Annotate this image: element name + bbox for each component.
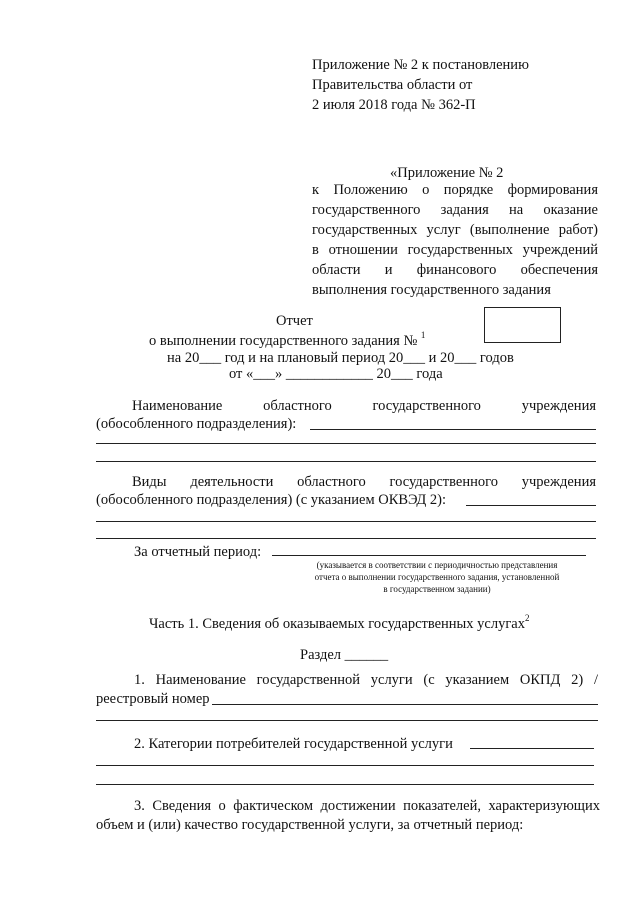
header-line-1: Приложение № 2 к постановлению bbox=[312, 57, 529, 73]
appendix-title: «Приложение № 2 bbox=[390, 165, 504, 181]
activities-label-2: (обособленного подразделения) (с указанием ОКВЭД 2): bbox=[96, 492, 447, 508]
item2-line[interactable] bbox=[96, 784, 594, 785]
header-line-3: 2 июля 2018 года № 362-П bbox=[312, 97, 476, 113]
appendix-line: области и финансового обеспечения bbox=[312, 262, 598, 278]
item2-line[interactable] bbox=[96, 765, 594, 766]
appendix-text bbox=[312, 180, 598, 300]
institution-label-2: (обособленного подразделения): bbox=[96, 416, 297, 432]
period-field[interactable] bbox=[272, 555, 586, 556]
period-label: За отчетный период: bbox=[134, 544, 262, 560]
appendix-line: выполнения государственного задания bbox=[312, 282, 551, 298]
appendix-line: в отношении государственных учреждений bbox=[312, 242, 598, 258]
footnote-ref-1: 1 bbox=[420, 330, 426, 341]
activities-label: Виды деятельности областного государственного учреждения bbox=[132, 474, 596, 490]
institution-label: Наименование областного государственного учреждения bbox=[132, 398, 596, 414]
activities-field[interactable] bbox=[466, 505, 596, 506]
header-line-2: Правительства области от bbox=[312, 77, 473, 93]
footnote-ref-2: 2 bbox=[524, 613, 530, 624]
item2-field[interactable] bbox=[470, 748, 594, 749]
activities-line[interactable] bbox=[96, 538, 596, 539]
report-subtitle-text: о выполнении государственного задания № bbox=[149, 333, 418, 349]
section-label: Раздел ______ bbox=[300, 647, 389, 663]
report-date-line: от «___» ____________ 20___ года bbox=[229, 366, 443, 382]
period-note-line: отчета о выполнении государственного задания, установленной bbox=[314, 572, 560, 582]
period-note-line: (указывается в соответствии с периодичностью представления bbox=[316, 560, 558, 570]
institution-name-line[interactable] bbox=[96, 443, 596, 444]
period-note-line: в государственном задании) bbox=[383, 584, 491, 594]
item2-label: 2. Категории потребителей государственной услуги bbox=[134, 736, 453, 752]
item3-label-2: объем и (или) качество государственной услуги, за отчетный период: bbox=[96, 817, 524, 833]
item1-field[interactable] bbox=[212, 704, 598, 705]
appendix-line: к Положению о порядке формирования bbox=[312, 182, 598, 198]
item1-line[interactable] bbox=[96, 720, 598, 721]
appendix-line: государственных услуг (выполнение работ) bbox=[312, 222, 598, 238]
item3-label: 3. Сведения о фактическом достижении показателей, характеризующих bbox=[134, 798, 600, 814]
part1-title bbox=[149, 614, 529, 634]
institution-name-line[interactable] bbox=[96, 461, 596, 462]
report-year-line: на 20___ год и на плановый период 20___ и 20___ годов bbox=[167, 350, 514, 366]
activities-line[interactable] bbox=[96, 521, 596, 522]
part1-title-text: Часть 1. Сведения об оказываемых государственных услугах bbox=[149, 616, 525, 632]
report-title: Отчет bbox=[276, 313, 313, 329]
appendix-line: государственного задания на оказание bbox=[312, 202, 598, 218]
institution-name-field[interactable] bbox=[310, 429, 596, 430]
report-number-box[interactable] bbox=[484, 307, 561, 343]
item1-label: 1. Наименование государственной услуги (с указанием ОКПД 2) / bbox=[134, 672, 598, 688]
period-note bbox=[282, 559, 592, 595]
item1-label-2: реестровый номер bbox=[96, 691, 210, 707]
